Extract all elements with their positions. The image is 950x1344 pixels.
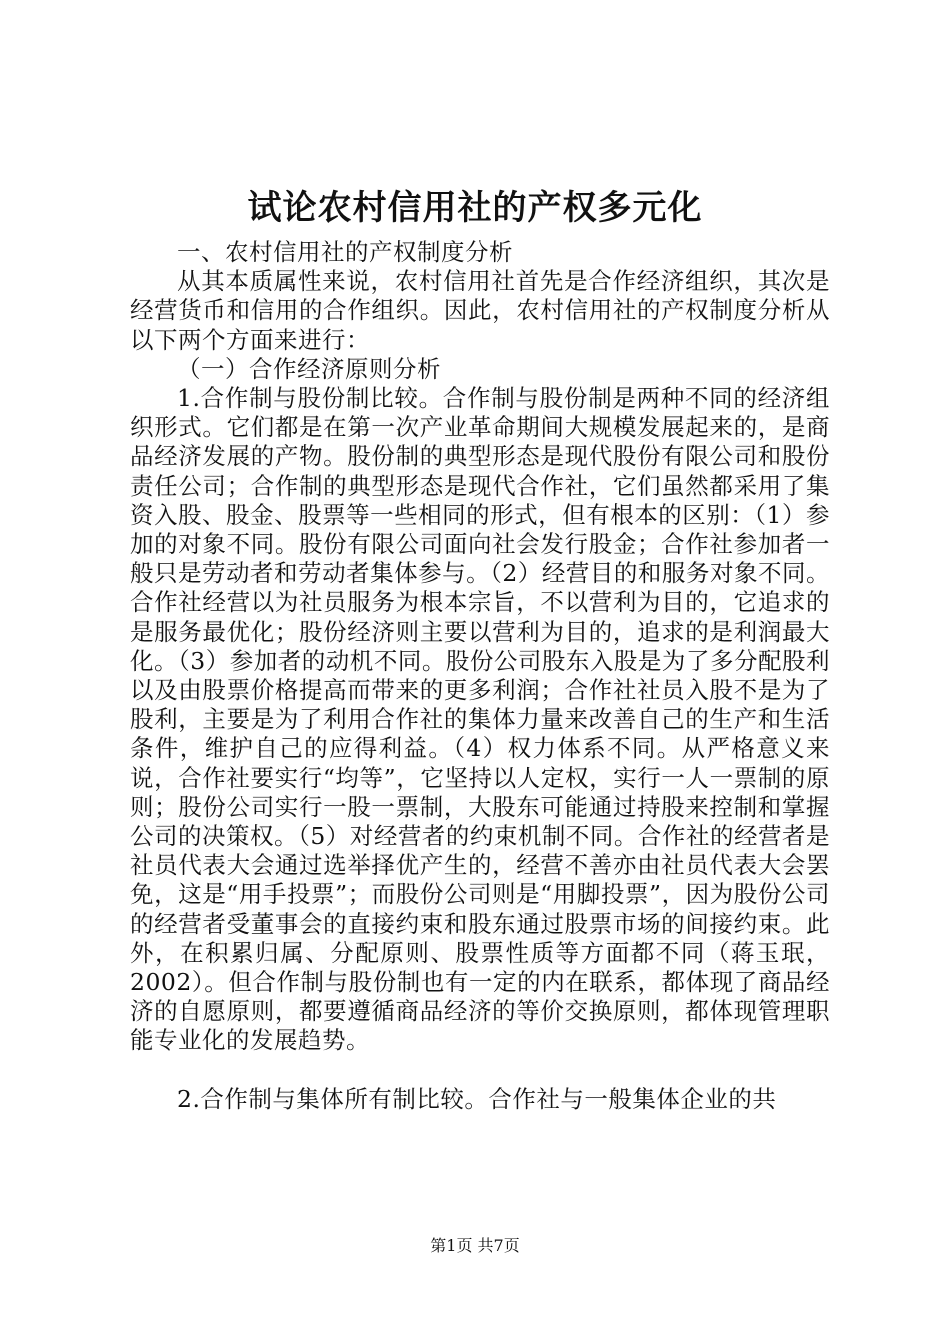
paragraph-gap: [130, 1056, 830, 1085]
paragraph-2: 1.合作制与股份制比较。合作制与股份制是两种不同的经济组织形式。它们都是在第一次产业革命期间大规模发展起来的，是商品经济发展的产物。股份制的典型形态是现代股份有限公司和股份责任公司；合作制的典型形态是现代合作社，它们虽然都采用了集资入股、股金、股票等一些相同的形式，但有根本的区别：（1）参加的对象不同。股份有限公司面向社会发行股金；合作社参加者一般只是劳动者和劳动者集体参与。（2）经营目的和服务对象不同。合作社经营以为社员服务为根本宗旨，不以营利为目的，它追求的是服务最优化；股份经济则主要以营利为目的，追求的是利润最大化。（3）参加者的动机不同。股份公司股东入股是为了多分配股利以及由股票价格提高而带来的更多利润；合作社社员入股不是为了股利，主要是为了利用合作社的集体力量来改善自己的生产和生活条件，维护自己的应得利益。（4）权力体系不同。从严格意义来说，合作社要实行“均等”，它坚持以人定权，实行一人一票制的原则；股份公司实行一股一票制，大股东可能通过持股来控制和掌握公司的决策权。（5）对经营者的约束机制不同。合作社的经营者是社员代表大会通过选举择优产生的，经营不善亦由社员代表大会罢免，这是“用手投票”；而股份公司则是“用脚投票”，因为股份公司的经营者受董事会的直接约束和股东通过股票市场的间接约束。此外，在积累归属、分配原则、股票性质等方面都不同（蒋玉珉，2002）。但合作制与股份制也有一定的内在联系，都体现了商品经济的自愿原则，都要遵循商品经济的等价交换原则，都体现管理职能专业化的发展趋势。: [130, 384, 830, 1055]
document-title: 试论农村信用社的产权多元化: [247, 188, 703, 228]
paragraph-3: 2.合作制与集体所有制比较。合作社与一般集体企业的共: [177, 1084, 777, 1113]
page-number-footer: 第1页 共7页: [430, 1236, 520, 1255]
paragraph-1: 从其本质属性来说，农村信用社首先是合作经济组织，其次是经营货币和信用的合作组织。因此，农村信用社的产权制度分析从以下两个方面来进行：: [130, 267, 830, 354]
document-body: [130, 238, 830, 1114]
section-heading-1: 一、农村信用社的产权制度分析: [177, 238, 513, 266]
section-heading-2: （一）合作经济原则分析: [177, 354, 441, 383]
